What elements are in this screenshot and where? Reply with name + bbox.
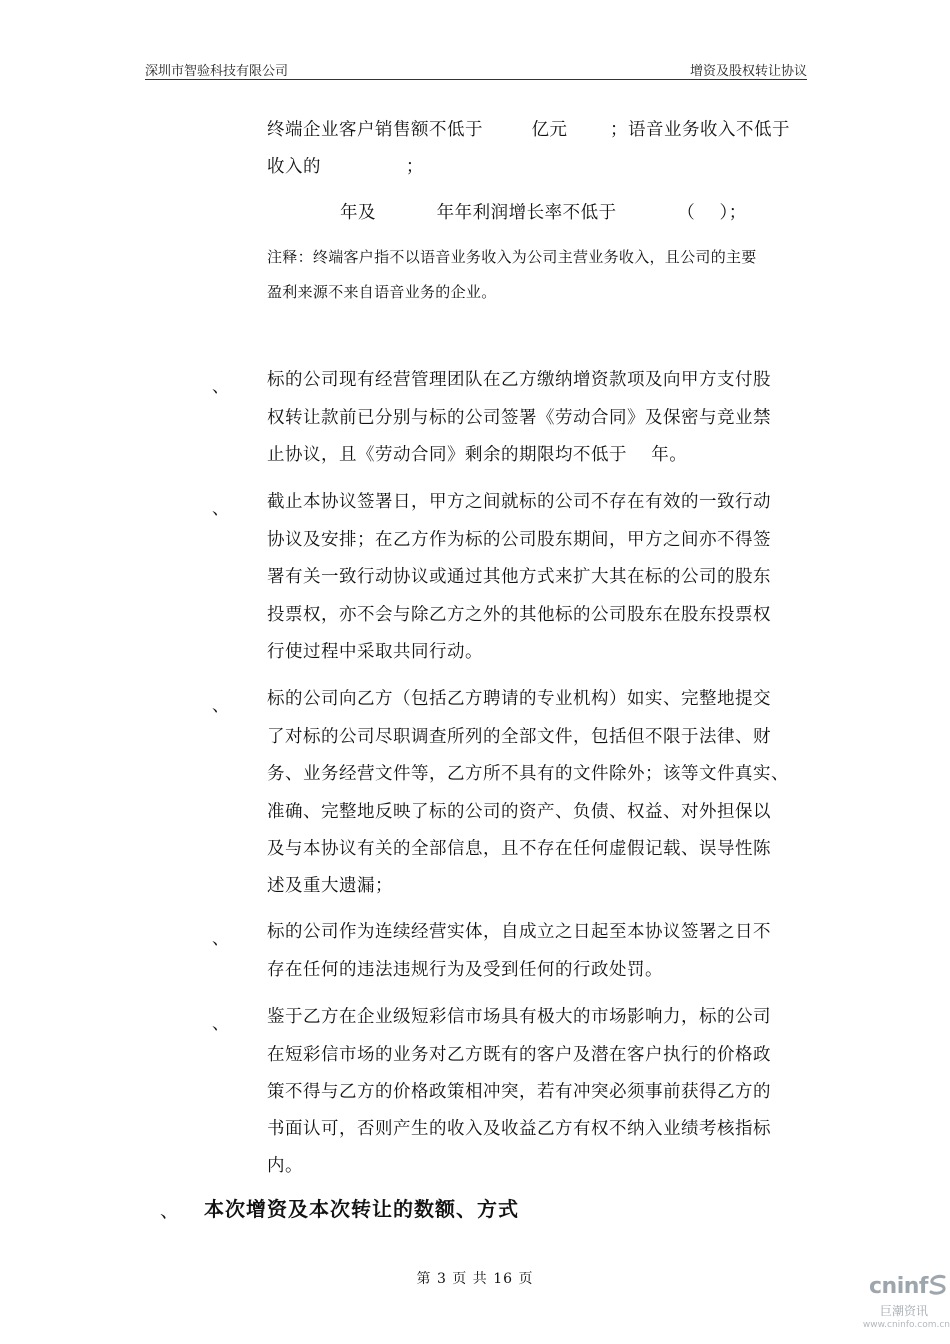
watermark-subtitle: 巨潮资讯: [879, 1304, 928, 1318]
header-company: 深圳市智验科技有限公司: [145, 64, 289, 79]
item-4-line: 标的公司作为连续经营实体，自成立之日起至本协议签署之日不: [267, 922, 771, 942]
item-5-line: 内。: [267, 1156, 303, 1176]
watermark-url: www.cninfo.com.cn: [862, 1320, 950, 1330]
item-2-line: 截止本协议签署日，甲方之间就标的公司不存在有效的一致行动: [267, 492, 771, 512]
item-3-line: 务、业务经营文件等，乙方所不具有的文件除外；该等文件真实、: [267, 764, 789, 784]
cninfo-watermark: [858, 1264, 950, 1344]
intro-line-3: 年及 年年利润增长率不低于 （ ）；: [340, 203, 747, 223]
cninfo-logo-icon: [928, 1274, 948, 1296]
item-bullet: 、: [212, 929, 229, 949]
item-bullet: 、: [212, 377, 229, 397]
item-bullet: 、: [212, 499, 229, 519]
item-2-line: 署有关一致行动协议或通过其他方式来扩大其在标的公司的股东: [267, 567, 771, 587]
item-3-line: 标的公司向乙方（包括乙方聘请的专业机构）如实、完整地提交: [267, 689, 771, 709]
item-3-line: 准确、完整地反映了标的公司的资产、负债、权益、对外担保以: [267, 802, 771, 822]
item-bullet: 、: [212, 696, 229, 716]
item-1-line: 权转让款前已分别与标的公司签署《劳动合同》及保密与竞业禁: [267, 408, 771, 428]
item-2-line: 行使过程中采取共同行动。: [267, 642, 483, 662]
item-5-line: 鉴于乙方在企业级短彩信市场具有极大的市场影响力，标的公司: [267, 1007, 771, 1027]
section-title: 本次增资及本次转让的数额、方式: [204, 1197, 519, 1221]
item-3-line: 述及重大遗漏；: [267, 876, 393, 896]
watermark-brand: cninf: [869, 1274, 928, 1299]
item-bullet: 、: [212, 1014, 229, 1034]
item-3-line: 及与本协议有关的全部信息，且不存在任何虚假记载、误导性陈: [267, 839, 771, 859]
item-5-line: 书面认可，否则产生的收入及收益乙方有权不纳入业绩考核指标: [267, 1119, 771, 1139]
header-divider: [145, 79, 807, 80]
header-doc-title: 增资及股权转让协议: [689, 64, 807, 79]
item-1-line: 止协议，且《劳动合同》剩余的期限均不低于 年。: [267, 445, 688, 465]
note-line-1: 注释：终端客户指不以语音业务收入为公司主营业务收入，且公司的主要: [267, 248, 757, 266]
item-3-line: 了对标的公司尽职调查所列的全部文件，包括但不限于法律、财: [267, 727, 771, 747]
item-2-line: 投票权，亦不会与除乙方之外的其他标的公司股东在股东投票权: [267, 605, 771, 625]
item-4-line: 存在任何的违法违规行为及受到任何的行政处罚。: [267, 960, 663, 980]
page-number: 第 3 页 共 16 页: [416, 1271, 534, 1287]
item-1-line: 标的公司现有经营管理团队在乙方缴纳增资款项及向甲方支付股: [267, 370, 771, 390]
intro-line-1: 终端企业客户销售额不低于 亿元 ；语音业务收入不低于: [267, 120, 790, 140]
note-line-2: 盈利来源不来自语音业务的企业。: [267, 283, 497, 301]
item-5-line: 策不得与乙方的价格政策相冲突，若有冲突必须事前获得乙方的: [267, 1082, 771, 1102]
item-5-line: 在短彩信市场的业务对乙方既有的客户及潜在客户执行的价格政: [267, 1045, 771, 1065]
section-bullet: 、: [160, 1200, 180, 1222]
intro-line-2: 收入的 ；: [267, 157, 424, 177]
item-2-line: 协议及安排；在乙方作为标的公司股东期间，甲方之间亦不得签: [267, 530, 771, 550]
